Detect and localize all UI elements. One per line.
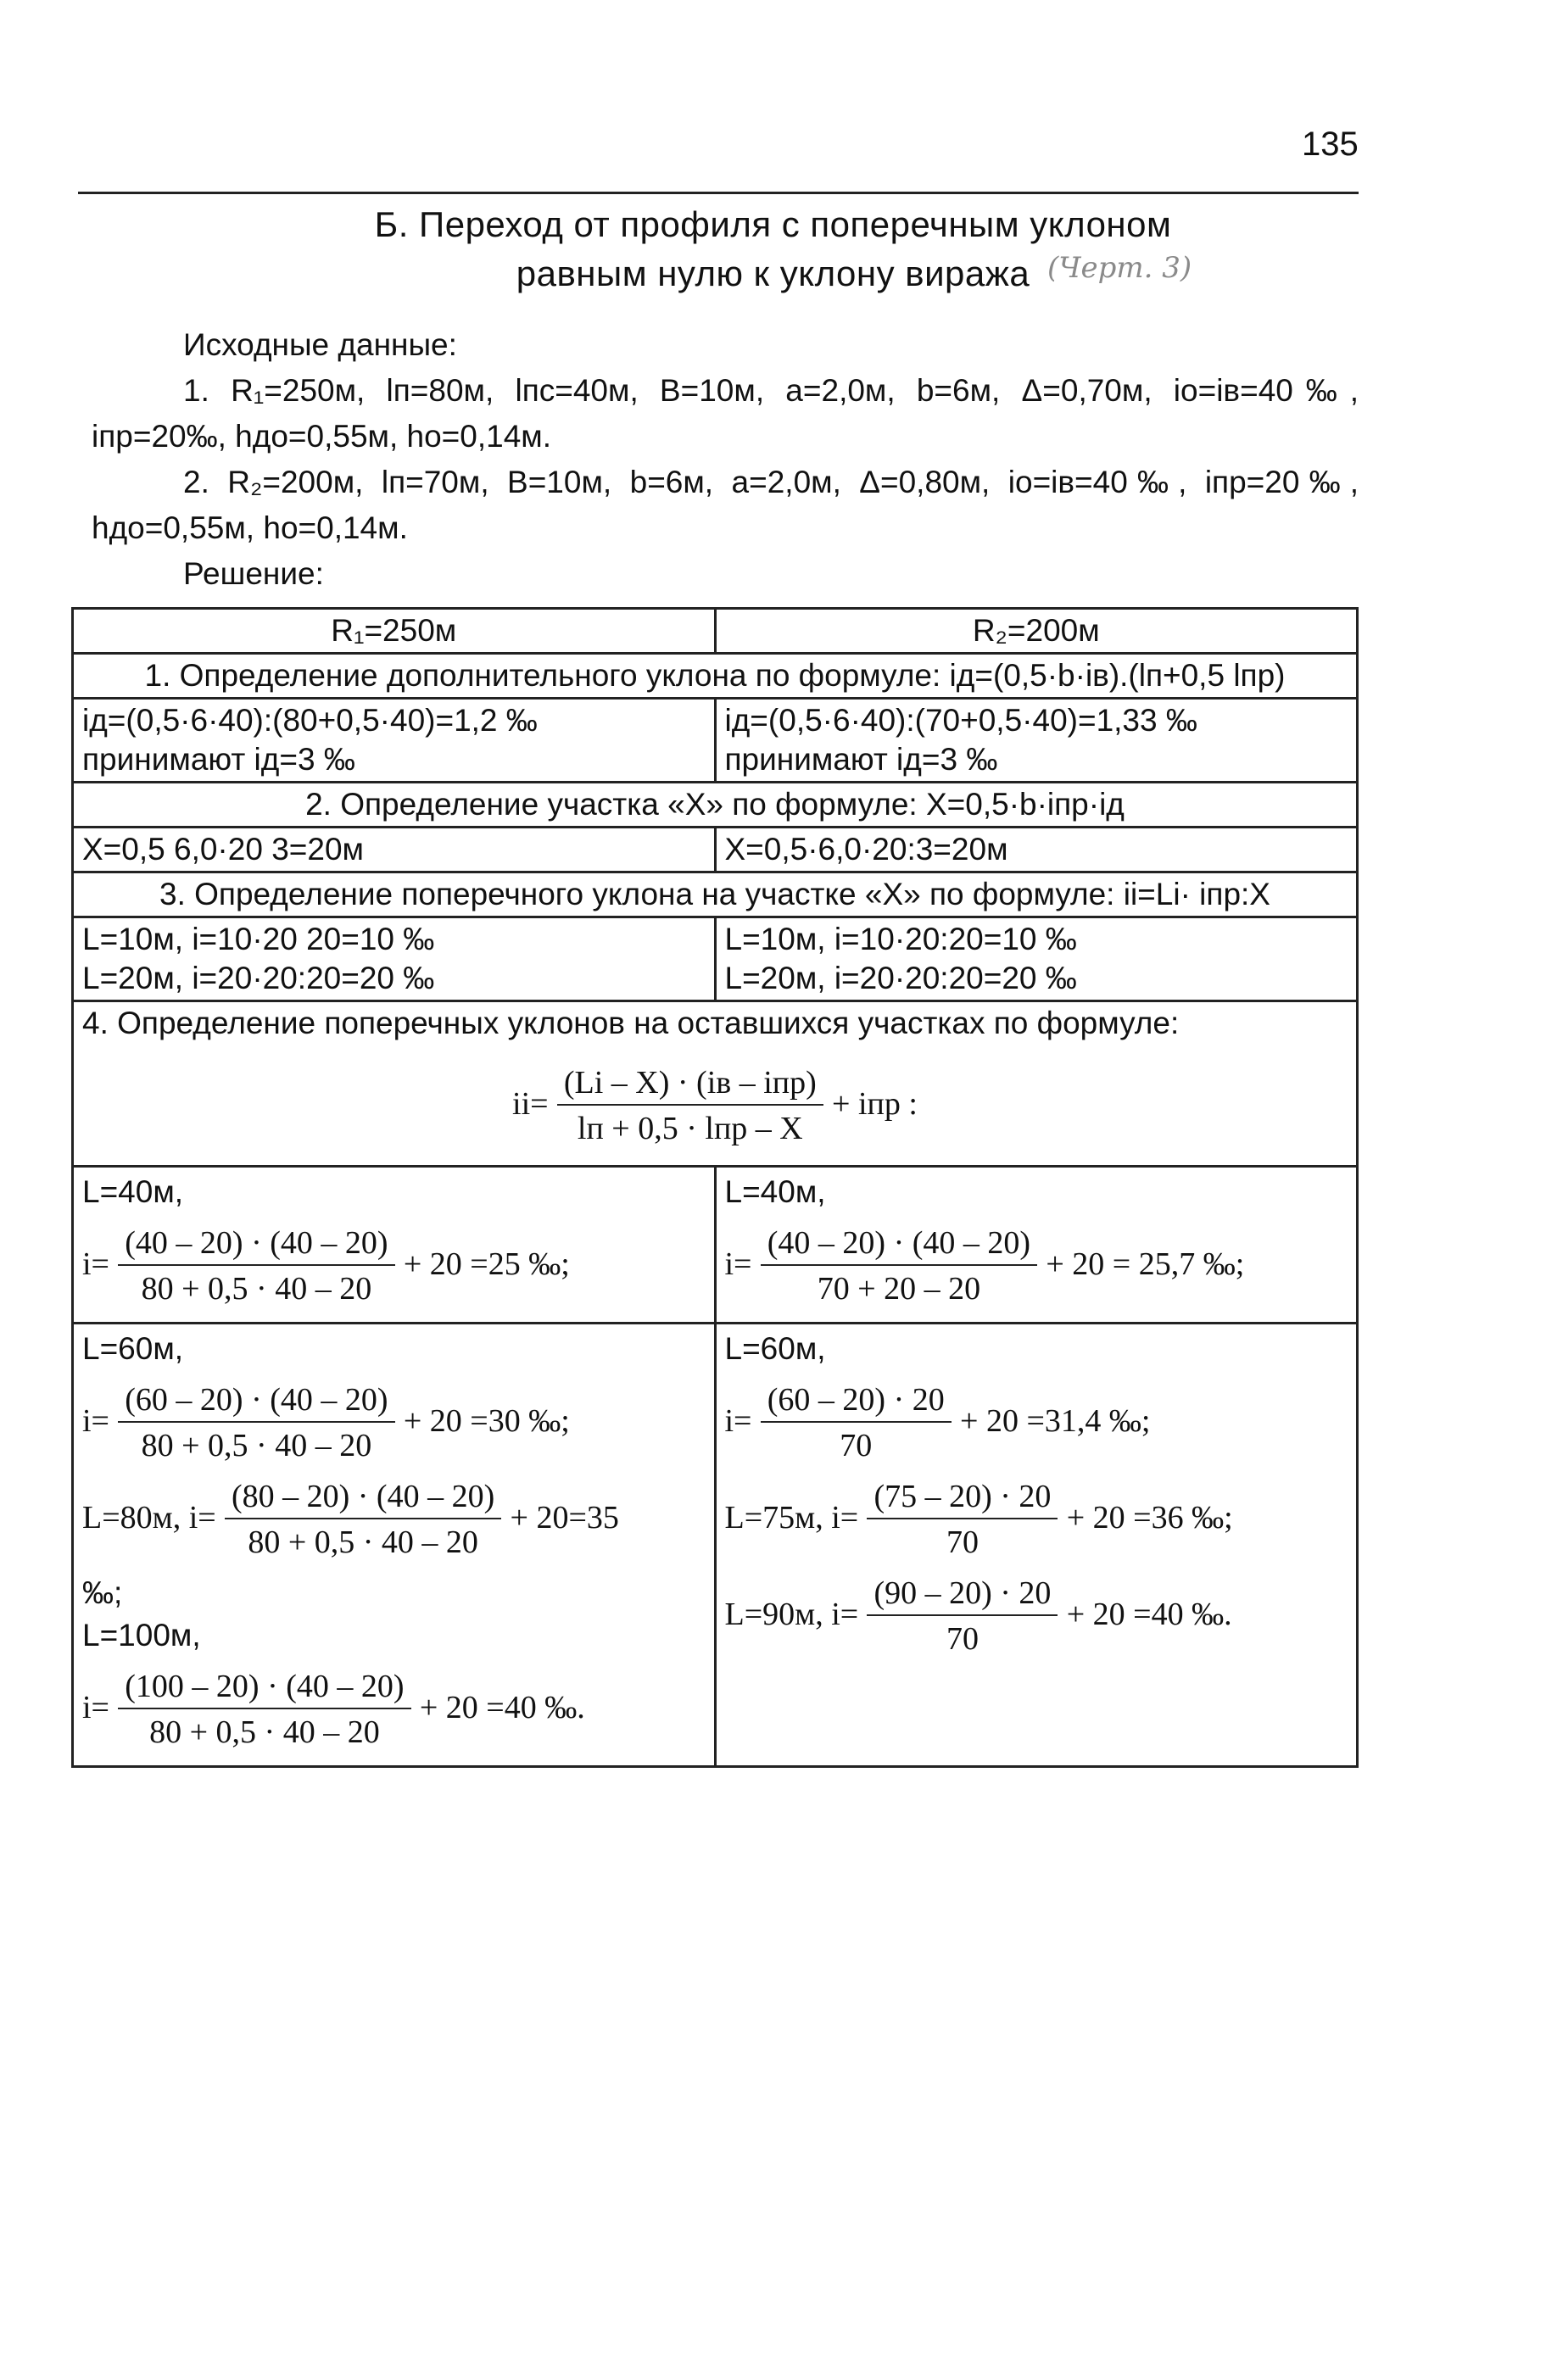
- general-formula-numerator: (Li – X) · (iв – iпр): [557, 1063, 823, 1106]
- step1-heading: 1. Определение дополнительного уклона по формуле: iд=(0,5·b·iв).(lп+0,5 lпр): [73, 654, 1358, 699]
- calc60-right-f1-fraction: [761, 1380, 952, 1465]
- step3-heading-row: [73, 872, 1358, 917]
- title-line-2: равным нулю к уклону виража: [516, 254, 1030, 293]
- calc60-right-f2-tail: + 20 =36 ‰;: [1066, 1499, 1233, 1536]
- calc60-left-f3-tail: + 20 =40 ‰.: [419, 1689, 585, 1725]
- calc60-left-f2-num: (80 – 20) · (40 – 20): [225, 1477, 501, 1519]
- calc40-right: [715, 1167, 1358, 1324]
- step1-left-line2: принимают iд=3 ‰: [82, 742, 355, 777]
- calc60-left-f2-tail: + 20=35: [510, 1499, 619, 1536]
- calc60-left-formula-3: [82, 1667, 706, 1752]
- calc60-right-f2-fraction: [867, 1477, 1058, 1562]
- calc40-left: [73, 1167, 716, 1324]
- step1-row: [73, 699, 1358, 783]
- step2-right: X=0,5·6,0·20:3=20м: [715, 828, 1358, 872]
- page-number: 135: [1302, 125, 1359, 163]
- calc60-left-f3-lhs: i=: [82, 1689, 109, 1725]
- calc60-left-f1-lhs: i=: [82, 1402, 109, 1439]
- calc40-left-den: 80 + 0,5 · 40 – 20: [141, 1271, 372, 1307]
- calc60-left-f1-num: (60 – 20) · (40 – 20): [118, 1380, 394, 1423]
- step1-right-line1: iд=(0,5·6·40):(70+0,5·40)=1,33 ‰: [724, 703, 1197, 738]
- step3-row: [73, 917, 1358, 1001]
- calc60-left-f2-fraction: [225, 1477, 501, 1562]
- step2-row: [73, 828, 1358, 872]
- calc60-left-f1-tail: + 20 =30 ‰;: [403, 1402, 570, 1439]
- given-label: Исходные данные:: [183, 327, 457, 362]
- calc40-right-den: 70 + 20 – 20: [817, 1271, 981, 1307]
- step1-left-line1: iд=(0,5·6·40):(80+0,5·40)=1,2 ‰: [82, 703, 538, 738]
- calc60-left-formula-2: [82, 1477, 706, 1562]
- general-formula-tail: + iпр :: [832, 1085, 918, 1122]
- step1-left: [73, 699, 716, 783]
- calc60-right-f1-num: (60 – 20) · 20: [761, 1380, 952, 1423]
- calc60-right-f2-num: (75 – 20) · 20: [867, 1477, 1058, 1519]
- calc60-left-f3-den: 80 + 0,5 · 40 – 20: [149, 1714, 380, 1750]
- col-header-r1: R₁=250м: [73, 609, 716, 654]
- step2-heading: 2. Определение участка «Х» по формуле: X=0,5·b·iпр·iд: [73, 783, 1358, 828]
- step4-row: [73, 1001, 1358, 1167]
- calc40-right-num: (40 – 20) · (40 – 20): [761, 1223, 1037, 1266]
- calc60-right-f2-lhs: L=75м, i=: [724, 1499, 859, 1536]
- section-title: [0, 200, 1546, 298]
- header-rule: [78, 192, 1359, 194]
- calc60-left-f2-unit: ‰;: [82, 1575, 123, 1610]
- calc40-left-fraction: [118, 1223, 394, 1308]
- calc60-left: [73, 1324, 716, 1767]
- calc60-right-f1-lhs: i=: [724, 1402, 752, 1439]
- given-item-1: 1. R₁=250м, lп=80м, lпс=40м, B=10м, a=2,0м, b=6м, Δ=0,70м, iо=iв=40‰, iпр=20‰, hдо=0,55м, hо=0,14м.: [92, 373, 1359, 454]
- calc60-left-formula-1: [82, 1380, 706, 1465]
- solution-label: Решение:: [183, 556, 324, 591]
- calc60-right-formula-1: [725, 1380, 1348, 1465]
- calc60-left-f1-den: 80 + 0,5 · 40 – 20: [141, 1428, 372, 1463]
- calc60-right-formula-2: [725, 1477, 1348, 1562]
- calc60-right-f3-fraction: [867, 1574, 1058, 1658]
- step2-heading-row: [73, 783, 1358, 828]
- calc40-right-formula: [725, 1223, 1348, 1308]
- calc40-left-tail: + 20 =25 ‰;: [403, 1246, 570, 1282]
- calc60-left-label: L=60м,: [82, 1331, 184, 1366]
- calc60-right-f3-num: (90 – 20) · 20: [867, 1574, 1058, 1616]
- step3-right: [715, 917, 1358, 1001]
- calc-row-40: [73, 1167, 1358, 1324]
- calc60-left-f1-fraction: [118, 1380, 394, 1465]
- step3-right-line1: L=10м, i=10·20:20=10 ‰: [724, 922, 1077, 956]
- calc60-left-f2-den: 80 + 0,5 · 40 – 20: [248, 1524, 478, 1560]
- given-item-2: 2. R₂=200м, lп=70м, B=10м, b=6м, a=2,0м, Δ=0,80м, iо=iв=40‰, iпр=20‰, hдо=0,55м, hо=0,14м.: [92, 465, 1359, 545]
- step3-left-line2: L=20м, i=20·20:20=20 ‰: [82, 961, 435, 995]
- general-formula: [82, 1063, 1348, 1148]
- calc60-right-formula-3: [725, 1574, 1348, 1658]
- col-header-r2: R₂=200м: [715, 609, 1358, 654]
- handwritten-note: (Черт. 3): [1047, 251, 1192, 285]
- calc40-left-formula: [82, 1223, 706, 1308]
- calc60-right: [715, 1324, 1358, 1767]
- step1-heading-row: [73, 654, 1358, 699]
- step1-right: [715, 699, 1358, 783]
- step3-left: [73, 917, 716, 1001]
- calc60-right-f1-den: 70: [840, 1428, 873, 1463]
- step1-right-line2: принимают iд=3 ‰: [724, 742, 998, 777]
- table-header-row: [73, 609, 1358, 654]
- step3-heading: 3. Определение поперечного уклона на участке «Х» по формуле: ii=Li· iпр:X: [73, 872, 1358, 917]
- calc40-left-lhs: i=: [82, 1246, 109, 1282]
- solution-table: [71, 607, 1359, 1768]
- calc60-right-f2-den: 70: [946, 1524, 979, 1560]
- general-formula-fraction: [557, 1063, 823, 1148]
- calc40-left-label: L=40м,: [82, 1174, 184, 1209]
- step4-cell: [73, 1001, 1358, 1167]
- calc-row-60: [73, 1324, 1358, 1767]
- calc40-right-tail: + 20 = 25,7 ‰;: [1046, 1246, 1245, 1282]
- step3-right-line2: L=20м, i=20·20:20=20 ‰: [724, 961, 1077, 995]
- step3-left-line1: L=10м, i=10·20 20=10 ‰: [82, 922, 435, 956]
- calc40-right-lhs: i=: [724, 1246, 752, 1282]
- calc60-right-label: L=60м,: [724, 1331, 826, 1366]
- step4-heading: 4. Определение поперечных уклонов на оставшихся участках по формуле:: [82, 1006, 1180, 1040]
- calc60-left-f3-fraction: [118, 1667, 410, 1752]
- step2-left: X=0,5 6,0·20 3=20м: [73, 828, 716, 872]
- general-formula-lhs: ii=: [512, 1085, 549, 1122]
- general-formula-denominator: lп + 0,5 · lпр – X: [577, 1111, 803, 1146]
- calc60-left-f2-lhs: L=80м, i=: [82, 1499, 216, 1536]
- calc60-right-f1-tail: + 20 =31,4 ‰;: [960, 1402, 1151, 1439]
- calc40-left-num: (40 – 20) · (40 – 20): [118, 1223, 394, 1266]
- calc60-right-f3-den: 70: [946, 1621, 979, 1657]
- calc100-left-label: L=100м,: [82, 1618, 201, 1653]
- initial-data-block: [92, 322, 1359, 597]
- calc40-right-fraction: [761, 1223, 1037, 1308]
- title-line-1: Б. Переход от профиля с поперечным уклоном: [374, 204, 1172, 244]
- calc60-left-f3-num: (100 – 20) · (40 – 20): [118, 1667, 410, 1709]
- calc60-right-f3-tail: + 20 =40 ‰.: [1066, 1596, 1232, 1632]
- calc60-right-f3-lhs: L=90м, i=: [724, 1596, 859, 1632]
- calc40-right-label: L=40м,: [724, 1174, 826, 1209]
